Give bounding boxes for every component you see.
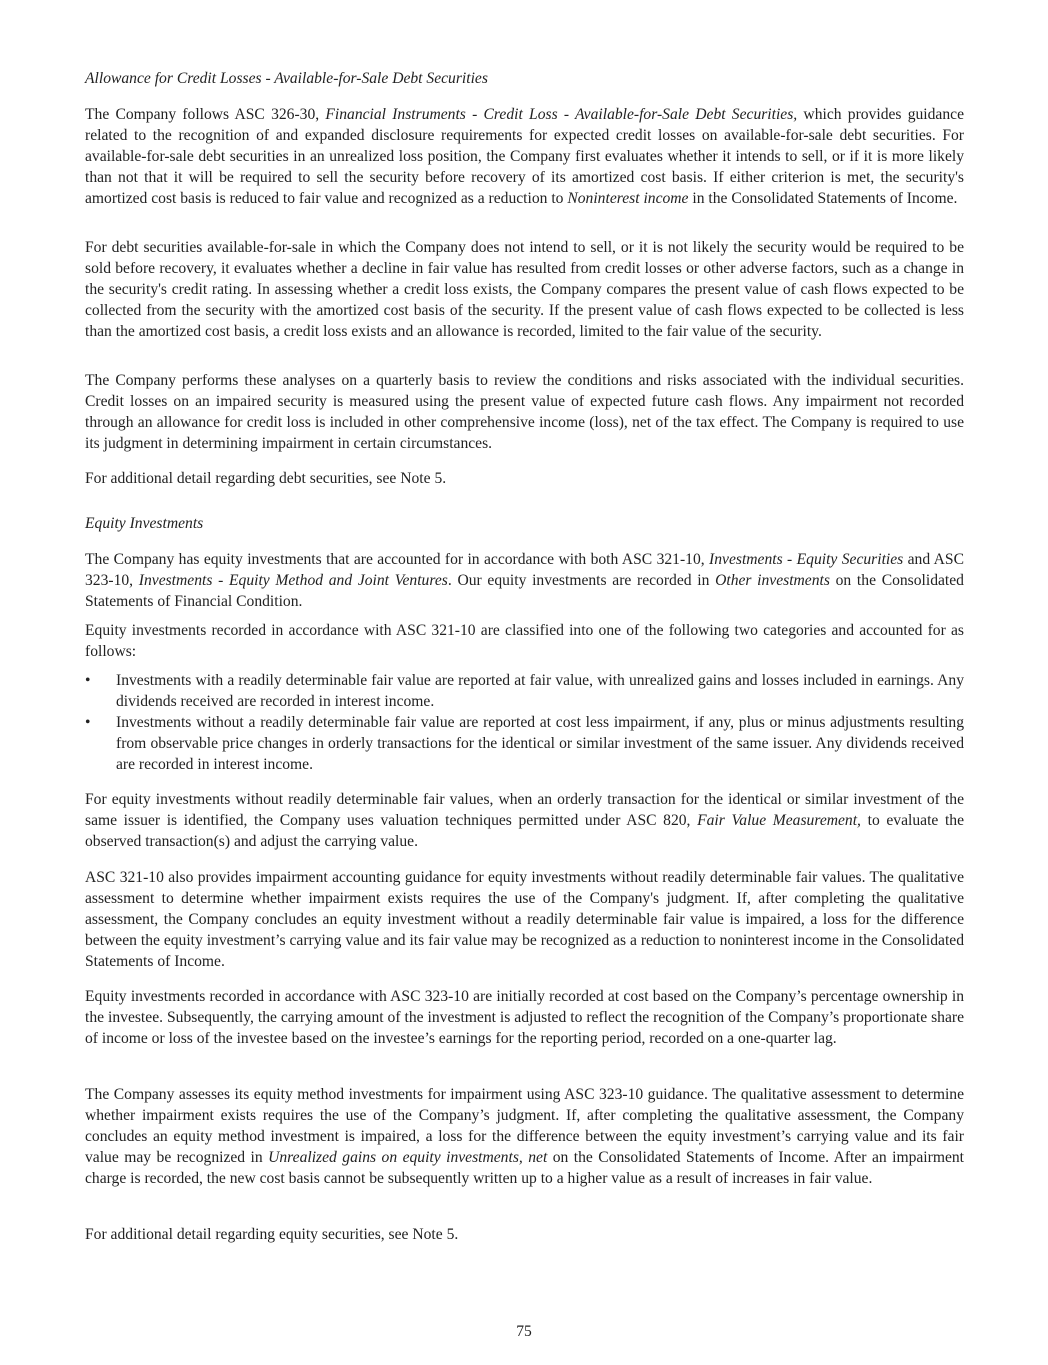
equity-paragraph-6: The Company assesses its equity method investments for impairment using ASC 323-10 guidance. The qualitative assessment to determine whether impairment exists requires the use of the Company’s judgment. If, after completing the qualitative assessment, the Company concludes an equity method investment is impaired, a loss for the difference between the equity investment’s carrying value and its fair value may be recognized in Unrealized gains on equity investments, net on the Consolidated Statements of Income. After an impairment charge is recorded, the new cost basis cannot be subsequently written up to a higher value as a result of increases in fair value. xyxy=(85,1086,965,1187)
afs-paragraph-4: For additional detail regarding debt securities, see Note 5. xyxy=(85,470,447,487)
equity-category-list xyxy=(85,671,964,776)
afs-paragraph-1: The Company follows ASC 326-30, Financial Instruments - Credit Loss - Available-for-Sale Debt Securities, which provides guidance related to the recognition of and expanded disclosure requirements for expected credit losses on available-for-sale debt securities. For available-for-sale debt securities in an unrealized loss position, the Company first evaluates whether it intends to sell, or if it is more likely than not that it will be required to sell the security before recovery of its amortized cost basis. If either criterion is met, the security's amortized cost basis is reduced to fair value and recognized as a reduction to Noninterest income in the Consolidated Statements of Income. xyxy=(85,106,964,207)
list-item xyxy=(85,671,964,713)
page-number: 75 xyxy=(516,1323,532,1340)
afs-paragraph-2: For debt securities available-for-sale in which the Company does not intend to sell, or it is not likely the security would be required to be sold before recovery, it evaluates whether a decline in fair value has resulted from credit losses or other adverse factors, such as a change in the security's credit rating. In assessing whether a credit loss exists, the Company compares the present value of cash flows expected to be collected from the security with the amortized cost basis of the security. If the present value of cash flows expected to be collected is less than the amortized cost basis, a credit loss exists and an allowance is recorded, limited to the fair value of the security. xyxy=(85,239,964,340)
equity-paragraph-5: Equity investments recorded in accordance with ASC 323-10 are initially recorded at cost based on the Company’s percentage ownership in the investee. Subsequently, the carrying amount of the investment is adjusted to reflect the recognition of the Company’s proportionate share of income or loss of the investee based on the investee’s earnings for the reporting period, recorded on a one-quarter lag. xyxy=(85,988,964,1047)
equity-paragraph-1: The Company has equity investments that are accounted for in accordance with both ASC 321-10, Investments - Equity Securities and ASC 323-10, Investments - Equity Method and Joint Ventures. Our equity investments are recorded in Other investments on the Consolidated Statements of Financial Condition. xyxy=(85,551,965,610)
list-item xyxy=(85,713,964,776)
section-heading-afs: Allowance for Credit Losses - Available-for-Sale Debt Securities xyxy=(85,70,488,87)
equity-paragraph-4: ASC 321-10 also provides impairment accounting guidance for equity investments without readily determinable fair values. The qualitative assessment to determine whether impairment exists requires the use of the Company's judgment. If, after completing the qualitative assessment, the Company concludes an equity investment without a readily determinable fair value is impaired, a loss for the difference between the equity investment’s carrying value and its fair value may be recognized as a reduction to noninterest income in the Consolidated Statements of Income. xyxy=(85,869,964,970)
equity-paragraph-2: Equity investments recorded in accordance with ASC 321-10 are classified into one of the following two categories and accounted for as follows: xyxy=(85,622,964,660)
list-item-text: Investments with a readily determinable fair value are reported at fair value, with unrealized gains and losses included in earnings. Any dividends received are recorded in interest income. xyxy=(116,672,964,710)
bullet-marker: • xyxy=(85,672,91,689)
equity-paragraph-3: For equity investments without readily determinable fair values, when an orderly transaction for the identical or similar investment of the same issuer is identified, the Company uses valuation techniques permitted under ASC 820, Fair Value Measurement, to evaluate the observed transaction(s) and adjust the carrying value. xyxy=(85,791,965,850)
section-heading-equity: Equity Investments xyxy=(85,515,204,532)
list-item-text: Investments without a readily determinable fair value are reported at cost less impairment, if any, plus or minus adjustments resulting from observable price changes in orderly transactions for the identical or similar investment of the same issuer. Any dividends received are recorded in interest income. xyxy=(116,713,964,773)
afs-paragraph-3: The Company performs these analyses on a quarterly basis to review the conditions and risks associated with the individual securities. Credit losses on an impaired security is measured using the present value of expected future cash flows. Any impairment not recorded through an allowance for credit loss is included in other comprehensive income (loss), net of the tax effect. The Company is required to use its judgment in determining impairment in certain circumstances. xyxy=(85,372,964,452)
equity-paragraph-7: For additional detail regarding equity securities, see Note 5. xyxy=(85,1226,459,1243)
bullet-marker: • xyxy=(85,713,91,731)
